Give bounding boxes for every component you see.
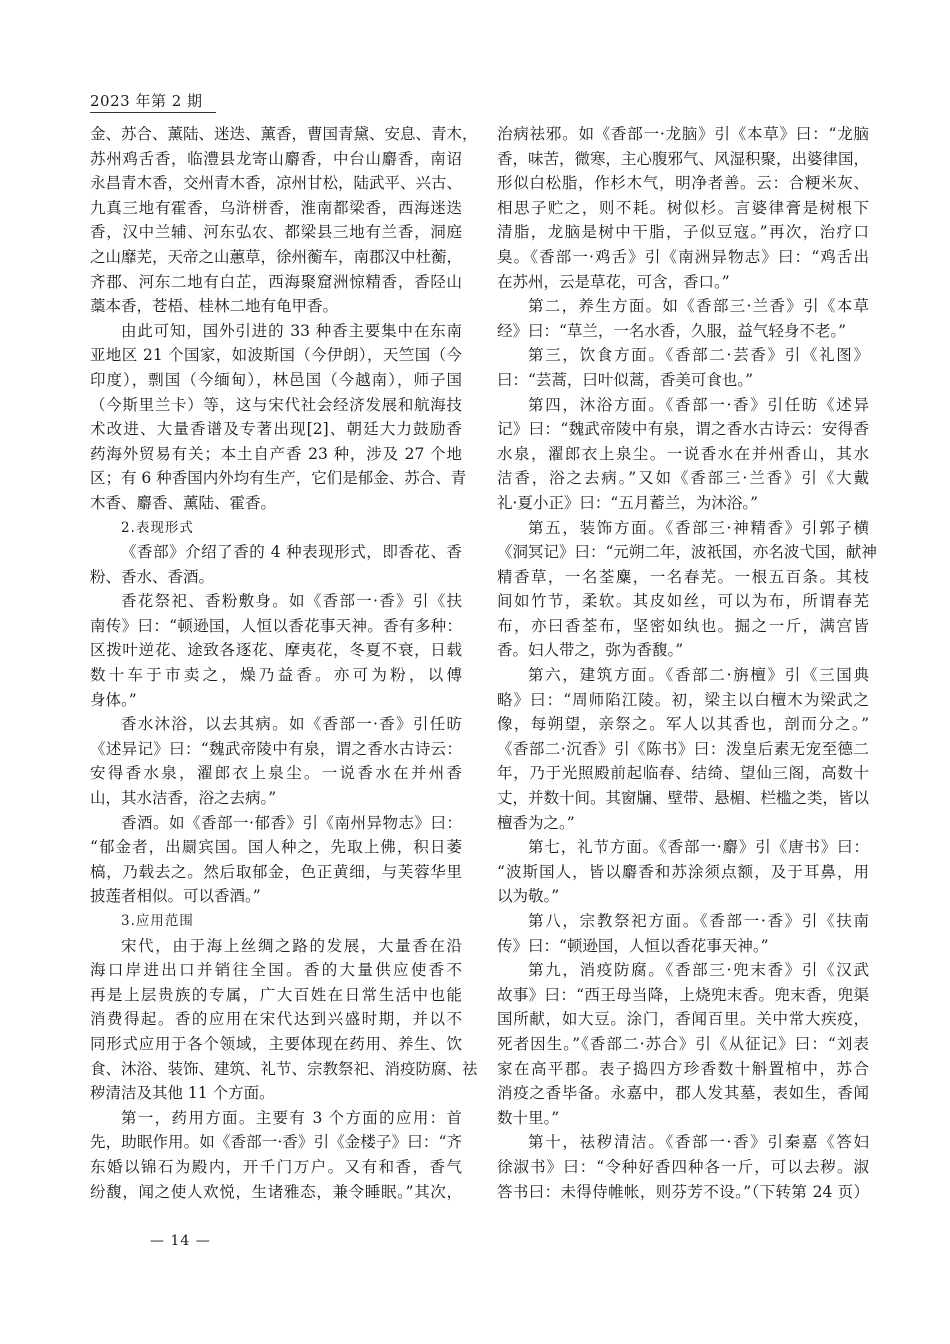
right-text-column [497, 122, 877, 1204]
text-line: 第一，药用方面。主要有 3 个方面的应用：首 [121, 1108, 462, 1127]
text-line: 相思子贮之，则不耗。树似杉。言婆律膏是树根下 [497, 198, 869, 217]
text-line: 死者因生。”《香部二·苏合》引《从征记》曰：“刘表 [497, 1034, 869, 1053]
text-line: 藁本香，苍梧、桂林二地有龟甲香。 [90, 297, 339, 316]
text-line: 略》曰：“周师陷江陵。初，梁主以白檀木为梁武之 [497, 690, 869, 709]
text-line: 安得香水泉，濯郎衣上泉尘。一说香水在并州香 [90, 764, 462, 783]
text-line: 先，助眠作用。如《香部一·香》引《金楼子》曰：“齐 [90, 1133, 462, 1152]
text-line: 第四，沐浴方面。《香部一·香》引任昉《述异 [528, 395, 869, 414]
text-line: 香花祭祀、香粉敷身。如《香部一·香》引《扶 [121, 592, 462, 611]
text-line: 第五，装饰方面。《香部三·神精香》引郭子横 [528, 518, 869, 537]
text-line: 在苏州，云是草花，可含，香口。” [497, 272, 730, 291]
text-line: 第十，祛秽清洁。《香部一·香》引秦嘉《答妇 [528, 1133, 869, 1152]
text-line: 香。妇人带之，弥为香馥。” [497, 641, 684, 660]
text-line: 丈，并数十间。其窗牖、壁带、悬楣、栏槛之类，皆以 [497, 789, 870, 808]
text-line: 披莲者相似。可以香酒。” [90, 887, 261, 906]
text-line: 香，汉中兰辅、河东弘农、都梁县三地有兰香，洞庭 [90, 223, 462, 242]
text-line: 第七，礼节方面。《香部一·麝》引《唐书》曰： [528, 838, 869, 857]
text-line: 南传》曰：“顿逊国，人恒以香花事天神。香有多种： [90, 616, 462, 635]
text-line: 《述异记》曰：“魏武帝陵中有泉，谓之香水古诗云： [90, 739, 462, 758]
text-line: 传》曰：“顿逊国，人恒以香花事天神。” [497, 936, 769, 955]
text-line: 第三，饮食方面。《香部二·芸香》引《礼图》 [528, 346, 869, 365]
text-line: 数十车于市卖之，燥乃益香。亦可为粉，以傅 [90, 666, 462, 685]
text-line: 曰：“芸蒿，曰叶似蒿，香美可食也。” [497, 370, 754, 389]
text-line: 消疫之香毕备。永嘉中，郡人发其墓，表如生，香闻 [497, 1084, 869, 1103]
text-line: 家在高平郡。表子捣四方珍香数十斛置棺中，苏合 [497, 1059, 869, 1078]
text-line: 永昌青木香，交州青木香，凉州甘松，陆武平、兴古、 [90, 174, 463, 193]
text-line: 治病祛邪。如《香部一·龙脑》引《本草》曰：“龙脑 [497, 125, 869, 143]
text-line: 之山靡芜，天帝之山蕙草，徐州蘅车，南郡汉中杜蘅， [90, 247, 463, 266]
text-line: 身体。” [90, 690, 137, 709]
text-line: 记》曰：“魏武帝陵中有泉，谓之香水古诗云：安得香 [497, 420, 869, 439]
text-line: 区；有 6 种香国内外均有生产，它们是郁金、苏合、青 [90, 469, 467, 488]
text-line: 齐郡、河东二地有白芷，西海聚窟洲惊精香，香陉山 [90, 272, 462, 291]
text-line: “波斯国人，皆以麝香和苏涂须点额，及于耳鼻，用 [497, 862, 869, 881]
text-line: 九真三地有霍香，乌浒栟香，淮南都梁香，西海迷迭 [90, 198, 462, 217]
text-line: 第九，消疫防腐。《香部三·兜末香》引《汉武 [528, 961, 869, 980]
text-line: 粉、香水、香酒。 [90, 567, 215, 586]
page-number: — 14 — [150, 1233, 211, 1249]
journal-issue-header: 2023 年第 2 期 [90, 90, 216, 113]
text-line: 数十里。” [497, 1108, 560, 1127]
text-line: 食、沐浴、装饰、建筑、礼节、宗教祭祀、消疫防腐、祛 [90, 1059, 478, 1078]
text-line: 由此可知，国外引进的 33 种香主要集中在东南 [121, 321, 462, 340]
text-line: 纷馥，闻之使人欢悦，生诸雅态，兼令睡眠。”其次， [90, 1182, 462, 1201]
text-line: 精香草，一名荃麋，一名春芜。一根五百条。其枝 [497, 567, 869, 586]
text-line: 经》曰：“草兰，一名水香，久服，益气轻身不老。” [497, 321, 847, 340]
text-line: 苏州鸡舌香，临澧县龙寄山麝香，中台山麝香，南诏 [90, 149, 462, 168]
text-line: 形似白松脂，作杉木气，明净者善。云：合粳米灰、 [497, 174, 869, 193]
text-line: 3.应用范围 [121, 913, 194, 929]
text-line: 洁香，浴之去病。”又如《香部三·兰香》引《大戴 [497, 469, 869, 488]
text-line: 第二，养生方面。如《香部三·兰香》引《本草 [528, 297, 869, 316]
text-line: 像，每朔望，亲祭之。军人以其香也，剖而分之。” [497, 715, 869, 734]
text-line: 答书曰：未得侍帷帐，则芬芳不设。”（下转第 24 页） [497, 1182, 869, 1201]
text-line: 香酒。如《香部一·郁香》引《南州异物志》曰： [121, 813, 462, 832]
text-line: 2.表现形式 [121, 519, 194, 536]
text-line: 消费得起。香的应用在宋代达到兴盛时期，并以不 [90, 1010, 462, 1029]
text-line: 布，亦曰香荃布，坚密如纨也。掘之一斤，满宫皆 [497, 616, 869, 635]
text-line: 故事》曰：“西王母当降，上烧兜末香。兜末香，兜渠 [497, 985, 869, 1004]
text-line: 《洞冥记》曰：“元朔二年，波祇国，亦名波弋国，献神 [497, 543, 877, 562]
text-line: 区拨叶逆花、途致各逐花、摩夷花，冬夏不衰，日载 [90, 641, 462, 660]
text-line: 年，乃于光照殿前起临春、结绮、望仙三阁，高数十 [497, 764, 869, 783]
text-line: 亚地区 21 个国家，如波斯国（今伊朗），天竺国（今 [90, 346, 462, 365]
text-line: 间如竹节，柔软。其皮如丝，可以为布，所谓春芜 [497, 592, 869, 611]
text-line: 檀香为之。” [497, 813, 575, 832]
text-line: 槁，乃载去之。然后取郁金，色正黄细，与芙蓉华里 [90, 862, 462, 881]
text-line: 香水沐浴，以去其病。如《香部一·香》引任昉 [121, 715, 462, 734]
text-line: 第八，宗教祭祀方面。《香部一·香》引《扶南 [528, 912, 869, 930]
text-line: 第六，建筑方面。《香部二·旃檀》引《三国典 [528, 666, 869, 685]
text-line: 印度），剽国（今缅甸），林邑国（今越南），师子国 [90, 370, 462, 389]
text-line: 木香、麝香、薰陆、霍香。 [90, 493, 277, 512]
text-line: 金、苏合、薰陆、迷迭、薰香，曹国青黛、安息、青木， [90, 125, 478, 143]
text-line: 再是上层贵族的专属，广大百姓在日常生活中也能 [90, 985, 462, 1004]
text-line: 《香部》介绍了香的 4 种表现形式，即香花、香 [121, 543, 462, 562]
text-line: 海口岸进出口并销往全国。香的大量供应使香不 [90, 961, 462, 980]
text-line: 清脂，龙脑是树中干脂，子似豆寇。”再次，治疗口 [497, 223, 869, 242]
text-line: 药海外贸易有关；本土自产香 23 种，涉及 27 个地 [90, 444, 462, 463]
text-line: 秽清洁及其他 11 个方面。 [90, 1084, 275, 1103]
text-line: 臭。《香部一·鸡舌》引《南洲异物志》曰：“鸡舌出 [497, 247, 869, 266]
text-line: 国所献，如大豆。涂门，香闻百里。关中常大疾疫， [497, 1010, 869, 1029]
text-line: 山，其水洁香，浴之去病。” [90, 789, 277, 808]
text-line: 术改进、大量香谱及专著出现[2]、朝廷大力鼓励香 [90, 420, 462, 439]
text-line: 同形式应用于各个领域，主要体现在药用、养生、饮 [90, 1034, 462, 1053]
text-line: 徐淑书》曰：“令种好香四种各一斤，可以去秽。淑 [497, 1157, 869, 1176]
text-line: 礼·夏小正》曰：“五月蓄兰，为沐浴。” [497, 493, 759, 512]
text-line: 香，味苦，微寒，主心腹邪气、风湿积聚，出婆律国， [497, 149, 870, 168]
text-line: 《香部二·沉香》引《陈书》曰：泼皇后素无宠至德二 [497, 739, 869, 758]
text-line: 以为敬。” [497, 887, 560, 906]
left-text-column [90, 122, 478, 1204]
text-line: “郁金者，出罽宾国。国人种之，先取上佛，积日萎 [90, 838, 462, 857]
text-line: 宋代，由于海上丝绸之路的发展，大量香在沿 [121, 936, 462, 955]
text-line: （今斯里兰卡）等，这与宋代社会经济发展和航海技 [90, 395, 462, 414]
text-line: 东婚以锦石为殿内，开千门万户。又有和香，香气 [90, 1157, 462, 1176]
text-line: 水泉，濯郎衣上泉尘。一说香水在并州香山，其水 [497, 444, 869, 463]
